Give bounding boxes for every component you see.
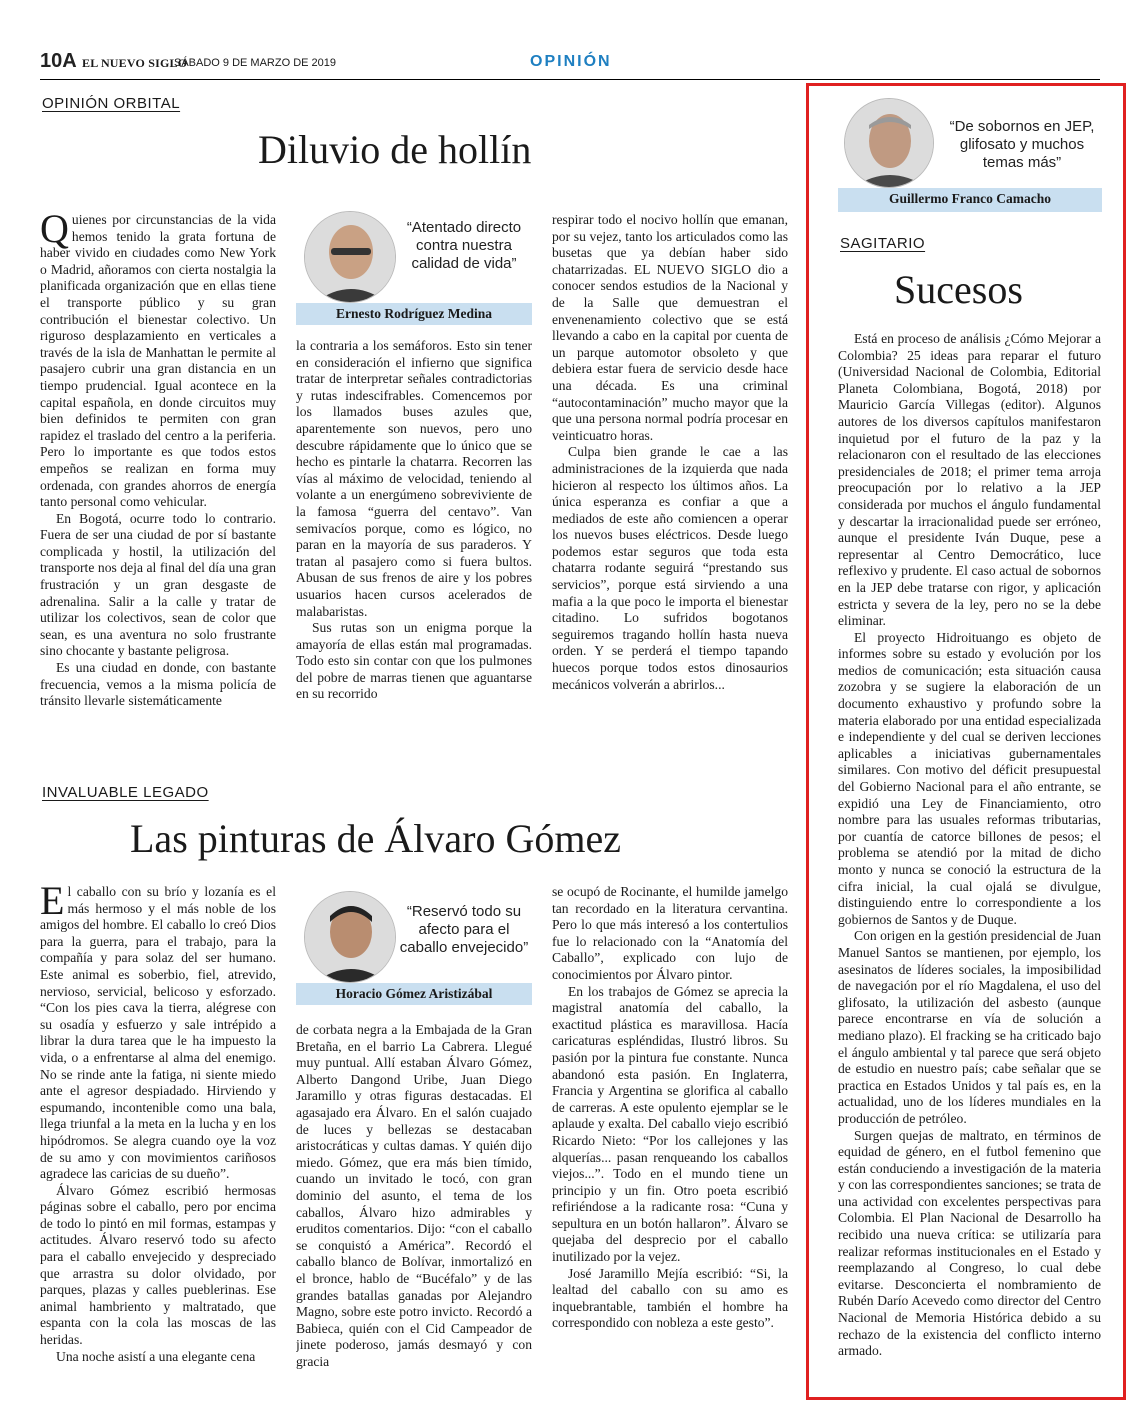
article1-column-1 [40,212,276,712]
article1-author-box [296,205,532,327]
paragraph: la contraria a los semáforos. Esto sin tener en consideración el infierno que significa tratar de interpretar señales contradictorias y rutas indescifrables. Comencemos por los llamados buses azules que, aparentemente son nuevos, pero uno descubre rápidamente que lo único que se hecho es pintarle la chatarra. Recorren las vías al máximo de velocidad, teniendo al volante a un energúmeno sobreviviente de la famosa “guerra del centavo”. Van semivacíos porque, como es lógico, no paran en la mayoría de sus paraderos. Y tratan al pasajero como si fuera bultos. Abusan de sus frenos de aire y los pobres usuarios hacen cursos acelerados de malabaristas. [296,338,532,619]
article2-author-name: Horacio Gómez Aristizábal [296,983,532,1005]
article1-column-2 [296,338,532,712]
article3-author-box [838,94,1102,214]
dropcap: Q [40,212,69,251]
article1-author-name: Ernesto Rodríguez Medina [296,303,532,325]
paragraph: En Bogotá, ocurre todo lo contrario. Fuera de ser una ciudad de por sí bastante complicada y hostil, la utilización del transporte nos deja al final del día una gran frustración y un gran desgaste de adrenalina. Salir a la calle y tratar de utilizar los colectivos, sean de color que sean, es una aventura no solo frustrante sino chocante y bastante peligrosa. [40,510,276,659]
article3-headline: Sucesos [894,267,1023,312]
issue-date: SÁBADO 9 DE MARZO DE 2019 [174,57,336,69]
paragraph: uienes por circunstancias de la vida hemos tenido la grata fortuna de haber vivido en ciudades como New York o Madrid, añoramos con cierta nostalgia la planificada organización que en ellas tiene el transporte público y su gran contribución el bienestar colectivo. Un riguroso desplazamiento en verticales a través de la isla de Manhattan le permite al pasajero cubrir una gran distancia en un tiempo prudencial. Igual acontece en la capital española, en donde circuitos muy bien definidos te permiten con gran rapidez el traslado del centro a la periferia. Pero lo importante es que todos estos empeños se realizan en forma muy ordenada, con grandes ahorros de energía tanto personal como vehicular. [40,212,276,510]
paragraph: de corbata negra a la Embajada de la Gran Bretaña, en el barrio La Cabrera. Llegué muy puntual. Allí estaban Álvaro Gómez, Alberto Dangond Uribe, Juan Diego Jaramillo y otras figuras destacadas. El agasajado era Álvaro. En el salón cuajado de luces y bellezas se destacaban aristocráticas y cultas damas. Y quién dijo miedo. Gómez, que era más bien tímido, cuando un invitado le tocó, con gran dominio del asunto, el tema de los caballos, Álvaro hizo admirables y eruditos comentarios. Dijo: “con el caballo se conquistó a América”. Recordó el caballo blanco de Bolívar, inmortalizó en el bronce, hablo de “Bucéfalo” y de las grandes batallas ganadas por Alejandro Magno, sobre este potro invicto. Recordó a Babieca, quién con el Cid Campeador de jinete poderoso, jamás desmayó y con gracia [296,1022,532,1369]
paragraph: se ocupó de Rocinante, el humilde jamelgo tan recordado en la literatura cervantina. Pero lo que más interesó a los contertulios fue lo relacionado con la “Anatomía del Caballo”, explicado con lujo de conocimientos por Álvaro pintor. [552,884,788,982]
section-title: OPINIÓN [530,53,612,70]
article3-author-name: Guillermo Franco Camacho [838,188,1102,212]
author-portrait [844,98,934,188]
article3-body [838,331,1101,1381]
article3-kicker: SAGITARIO [840,235,926,252]
paragraph: Es una ciudad en donde, con bastante frecuencia, vemos a la misma policía de tránsito llevarle sistemáticamente [40,660,276,709]
article2-column-1 [40,884,276,1370]
article1-quote: “Atentado directo contra nuestra calidad de vida” [406,219,522,272]
paragraph: En los trabajos de Gómez se aprecia la magistral anatomía del caballo, la exactitud plástica es maravillosa. Hacía caricaturas espléndidas, Ilustró libros. Su pasión por la pintura fue constante. Nunca abandonó esta pasión. En Inglaterra, Francia y Argentina se glorifica al caballo de carreras. A este opulento ejemplar se le aplaude y exalta. Del caballo viejo escribió Ricardo Nieto: “Por los callejones y las alquerías... pasan renqueando los caballos viejos...”. Todo en el mundo tiene un principio y un fin. Otro poeta escribió refiriéndose a la radicante rosa: “Cuna y sepultura en un botón hallaron”. Álvaro se quejaba del desprecio por el caballo inutilizado por la vejez. [552,983,788,1265]
article2-kicker: INVALUABLE LEGADO [42,784,209,801]
article1-column-3 [552,212,788,712]
paragraph: Está en proceso de análisis ¿Cómo Mejorar a Colombia? 25 ideas para reparar el futuro (Universidad Nacional de Colombia, Editorial Planeta Colombiana, Bogotá, 2018) por Mauricio García Villegas (editor). Algunos autores de los diversos capítulos manifestaron inquietud por el futuro de la paz y la relacionaron con el resultado de las elecciones presidenciales de 2018; el primer tema arroja preocupación por lo relativo a la JEP considerada por muchos el ángulo fundamental y descartar la irracionalidad puede ser erróneo, aunque el presidente Iván Duque, pese a representar al Centro Democrático, luce reflexivo y prudente. El caso actual de sobornos en la JEP debe tratarse con rigor, y aplicación estricta y severa de la ley, pero no se la debe eliminar. [838,331,1101,629]
paragraph: respirar todo el nocivo hollín que emanan, por su vejez, tanto los articulados como las busetas que ya debían haber sido chatarrizadas. EL NUEVO SIGLO dio a conocer sendos estudios de la Nacional y de la Salle que demuestran el envenenamiento colectivo que se está llevando a cabo en la capital por cuenta de un parque automotor obsoleto y que debiera estar fuera de servicio desde hace una década. Es una criminal “autocontaminación” mucho mayor que la que una persona normal podría procesar en veinticuatro horas. [552,212,788,443]
page-number: 10A [40,50,77,72]
newspaper-name: EL NUEVO SIGLO [82,56,188,70]
author-portrait [304,891,396,983]
article2-quote: “Reservó todo su afecto para el caballo envejecido” [399,903,529,956]
portrait-icon [305,212,396,303]
article2-column-3 [552,884,788,1370]
dropcap: E [40,884,65,923]
article2-column-2 [296,1022,532,1370]
portrait-icon [305,892,396,983]
article1-kicker: OPINIÓN ORBITAL [42,95,181,112]
portrait-icon [845,99,934,188]
article2-author-box [296,885,532,1007]
author-portrait [304,211,396,303]
article3-quote: “De sobornos en JEP, glifosato y muchos temas más” [949,118,1095,171]
paragraph: Álvaro Gómez escribió hermosas páginas sobre el caballo, pero por encima de todo lo pintó en mil formas, estampas y actitudes. Álvaro reservó todo su afecto para el caballo envejecido y despreciado que arrastra su dolor olvidado, por parques, plazas y calles pueblerinas. Ese animal hambriento y maltratado, que espanta con la cola las moscas de las heridas. [40,1182,276,1348]
paragraph: Con origen en la gestión presidencial de Juan Manuel Santos se mantienen, por ejemplo, los asesinatos de líderes sociales, la imposibilidad de navegación por el río Magdalena, el uso del glifosato, la utilización del asbesto (aunque parece encontrarse en vía de solución a mediano plazo). El fracking se ha criticado bajo el ángulo ambiental y tal parece que será objeto de estudio en nuestro país; cabe señalar que se practica en Estados Unidos y tal país es, en la actualidad, uno de los líderes mundiales en la producción de petróleo. [838,928,1101,1126]
article2-headline: Las pinturas de Álvaro Gómez [130,816,621,861]
paragraph: l caballo con su brío y lozanía es el más hermoso y el más noble de los amigos del hombre. El caballo lo creó Dios para la guerra, para el trabajo, para la compañía y para solaz del ser humano. Este animal es soberbio, fiel, atrevido, nervioso, servicial, belicoso y esforzado. “Con los pies cava la tierra, alégrese con su osadía y esfuerzo y sale intrépido a librar la dura tarea que le ha impuesto la vida, o a enfrentarse al alma del enemigo. No se rinde ante la fatiga, ni siente miedo ante el agresor despiadado. Hirviendo y espumando, incontenible como una bala, llega triunfal a la meta en la lucha y en los hipódromos. Se alegra cuando oye la voz de su amo y con movimientos cariñosos agradece las caricias de su dueño”. [40,884,276,1182]
paragraph: Surgen quejas de maltrato, en términos de equidad de género, en el futbol femenino que están conduciendo a investigación de la materia y con las correspondientes sanciones; se trata de una actividad con excelentes perspectivas para Colombia. El Plan Nacional de Desarrollo ha recibido una nueva crítica: se utilizaría para realizar reformas institucionales en el Estado y reemplazando al Congreso, lo cual debe evitarse. Desconcierta el nombramiento de Rubén Darío Acevedo como director del Centro Nacional de Memoria Histórica debido a su rechazo de la existencia del conflicto interno armado. [838,1127,1101,1359]
article1-headline: Diluvio de hollín [258,127,532,172]
paragraph: Sus rutas son un enigma porque la amayoría de ellas están mal programadas. Todo esto sin contar con que los pulmones del pobre de marras tienen que aguantarse en su recorrido [296,620,532,702]
paragraph: José Jaramillo Mejía escribió: “Si, la lealtad del caballo con su amo es inquebrantable, también el hombre ha correspondido con nobleza a este gesto”. [552,1265,788,1331]
paragraph: El proyecto Hidroituango es objeto de informes sobre su estado y evolución por los medios de comunicación; esta situación causa zozobra y se sugiere la elaboración de un documento exhaustivo y profundo sobre la materia elaborado por una entidad especializada e independiente y del cual se deriven lecciones aplicables a iniciativas gubernamentales similares. Con motivo del déficit presupuestal del Gobierno Nacional para el año entrante, se expidió una Ley de Financiamiento, otro nombre para las usuales reformas tributarias, por cuantía de catorce billones de pesos; el problema se atendió por la mitad de dicho monto y nunca se conoció la estructura de la cifra inicial, la cual ojalá se divulgue, distinguiendo entre lo correspondiente a los gobiernos de Santos y de Duque. [838,629,1101,927]
masthead [40,44,1100,80]
paragraph: Culpa bien grande le cae a las administraciones de la izquierda que nada hicieron al respecto los últimos años. La única esperanza es confiar a que a mediados de este año comiencen a operar los nuevos buses eléctricos. Desde luego podemos estar seguros que toda esta chatarra rodante seguirá “prestando sus servicios”, porque está sirviendo a una mafia a la que poco le importa el bienestar citadino. Lo sufridos bogotanos seguiremos tragando hollín hasta nueva orden. Y se perderá el tiempo tapando huecos porque todos estos dinosaurios mecánicos volverán a abrirlos... [552,444,788,692]
paragraph: Una noche asistí a una elegante cena [56,1348,256,1364]
